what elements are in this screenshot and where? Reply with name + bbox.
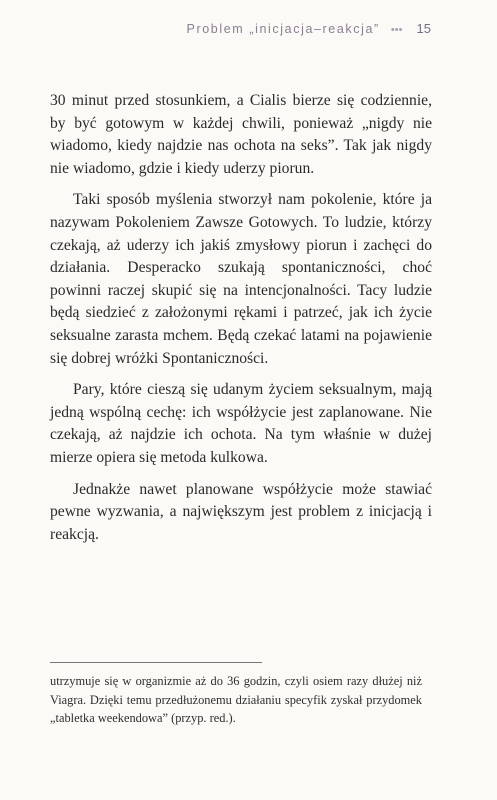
paragraph-4: Jednakże nawet planowane współżycie może stawiać pewne wyzwania, a największym jest problem z inicjacją i reakcją. (50, 480, 432, 543)
footnote-text: utrzymuje się w organizmie aż do 36 godzin, czyli osiem razy dłużej niż Viagra. Dzięki temu przedłużonemu działaniu specyfik zyskał przydomek „tabletka weekendowa” (przyp. red.). (50, 674, 422, 725)
paragraph-2: Taki sposób myślenia stworzył nam pokolenie, które ja nazywam Pokoleniem Zawsze Gotowych. To ludzie, którzy czekają, aż uderzy ich jakiś zmysłowy piorun i zachęci do działania. Desperacko szukają spontaniczności, choć powinni raczej skupić się na intencjonalności. Tacy ludzie będą siedzieć z założonymi rękami i patrzeć, jak ich życie seksualne zarasta mchem. Będą czekać latami na pojawienie się dobrej wróżki Spontaniczności. (50, 191, 432, 367)
paragraph-3: Pary, które cieszą się udanym życiem seksualnym, mają jedną wspólną cechę: ich współżycie jest zaplanowane. Nie czekają, aż najdzie ich ochota. Na tym właśnie w dużej mierze opiera się metoda kulkowa. (50, 381, 432, 466)
chapter-title: Problem „inicjacja–reakcja” (186, 22, 380, 36)
ornament-icon: ••• (390, 24, 403, 36)
footnote (50, 672, 422, 728)
footnote-rule (50, 662, 262, 663)
main-text (50, 90, 432, 555)
running-head (0, 21, 431, 36)
page-number: 15 (416, 21, 431, 36)
paragraph-1: 30 minut przed stosunkiem, a Cialis bierze się codziennie, by być gotowym w każdej chwili, ponieważ „nigdy nie wiadomo, kiedy najdzie nas ochota na seks”. Tak jak nigdy nie wiadomo, gdzie i kiedy uderzy piorun. (50, 92, 432, 177)
